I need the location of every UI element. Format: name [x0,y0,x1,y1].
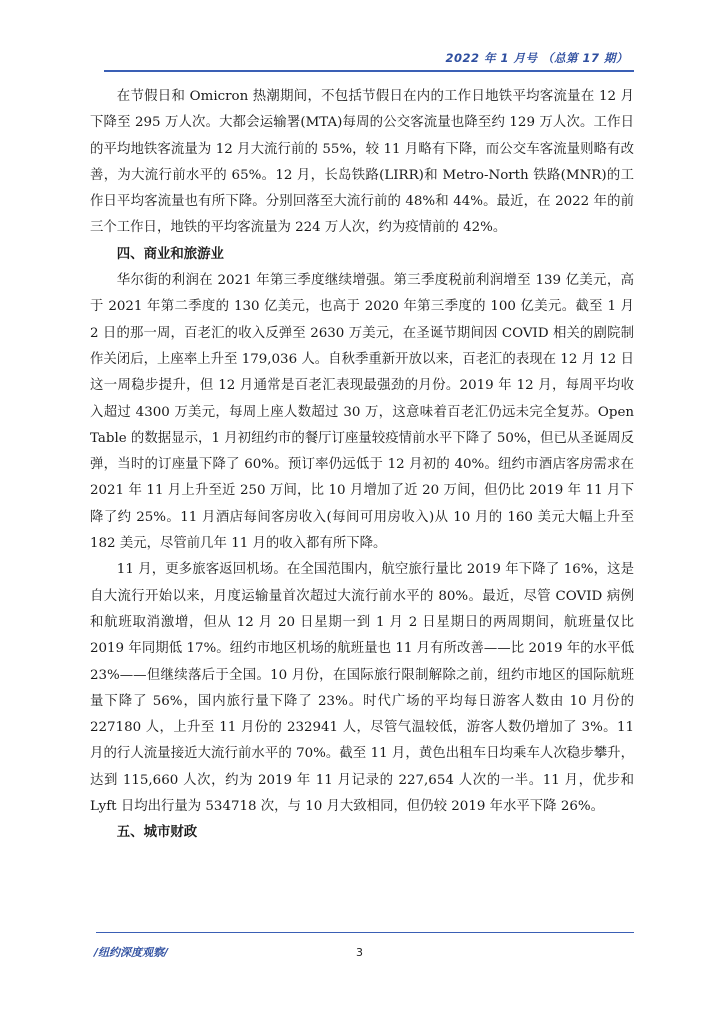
paragraph-transit: 在节假日和 Omicron 热潮期间，不包括节假日在内的工作日地铁平均客流量在 12 月下降至 295 万人次。大都会运输署(MTA)每周的公交客流量也降至约 129 万人次。工作日的平均地铁客流量为 12 月大流行前的 55%，较 11 月略有下降，而公交车客流量则略有改善，为大流行前水平的 65%。12 月，长岛铁路(LIRR)和 Metro-North 铁路(MNR)的工作日平均客流量也有所下降。分别回落至大流行前的 48%和 44%。最近，在 2022 年的前三个工作日，地铁的平均客流量为 224 万人次，约为疫情前的 42%。 [90,89,634,236]
section-heading-city-finance: 五、城市财政 [116,825,198,841]
section-heading-business-tourism: 四、商业和旅游业 [116,246,224,262]
document-body [90,84,634,847]
paragraph-business: 华尔街的利润在 2021 年第三季度继续增强。第三季度税前利润增至 139 亿美元，高于 2021 年第二季度的 130 亿美元，也高于 2020 年第三季度的 100 亿美元。截至 1 月 2 日的那一周，百老汇的收入反弹至 2630 万美元，在圣诞节期间因 COVID 相关的剧院制作关闭后，上座率上升至 179,036 人。自秋季重新开放以来，百老汇的表现在 12 月 12 日这一周稳步提升，但 12 月通常是百老汇表现最强劲的月份。2019 年 12 月，每周平均收入超过 4300 万美元，每周上座人数超过 30 万，这意味着百老汇仍远未完全复苏。Open Table 的数据显示，1 月初纽约市的餐厅订座量较疫情前水平下降了 50%，但已从圣诞周反弹，当时的订座量下降了 60%。预订率仍远低于 12 月初的 40%。纽约市酒店客房需求在 2021 年 11 月上升至近 250 万间，比 10 月增加了近 20 万间，但仍比 2019 年 11 月下降了约 25%。11 月酒店每间客房收入(每间可用房收入)从 10 月的 160 美元大幅上升至 182 美元，尽管前几年 11 月的收入都有所下降。 [90,273,634,552]
page-number: 3 [356,946,363,959]
publication-name: /纽约深度观察/ [94,946,169,959]
paragraph-travel: 11 月，更多旅客返回机场。在全国范围内，航空旅行量比 2019 年下降了 16%，这是自大流行开始以来，月度运输量首次超过大流行前水平的 80%。最近，尽管 COVID 病例和航班取消激增，但从 12 月 20 日星期一到 1 月 2 日星期日的两周期间，航班量仅比 2019 年同期低 17%。纽约市地区机场的航班量也 11 月有所改善——比 2019 年的水平低 23%——但继续落后于全国。10 月份，在国际旅行限制解除之前，纽约市地区的国际航班量下降了 56%，国内旅行量下降了 23%。时代广场的平均每日游客人数由 10 月份的 227180 人，上升至 11 月份的 232941 人，尽管气温较低，游客人数仍增加了 3%。11 月的行人流量接近大流行前水平的 70%。截至 11 月，黄色出租车日均乘车人次稳步攀升，达到 115,660 人次，约为 2019 年 11 月记录的 227,654 人次的一半。11 月，优步和 Lyft 日均出行量为 534718 次，与 10 月大致相同，但仍较 2019 年水平下降 26%。 [90,562,634,815]
footer-divider [96,932,634,933]
issue-header: 2022 年 1 月号 （总第 17 期） [445,51,628,65]
header-divider [104,70,634,72]
